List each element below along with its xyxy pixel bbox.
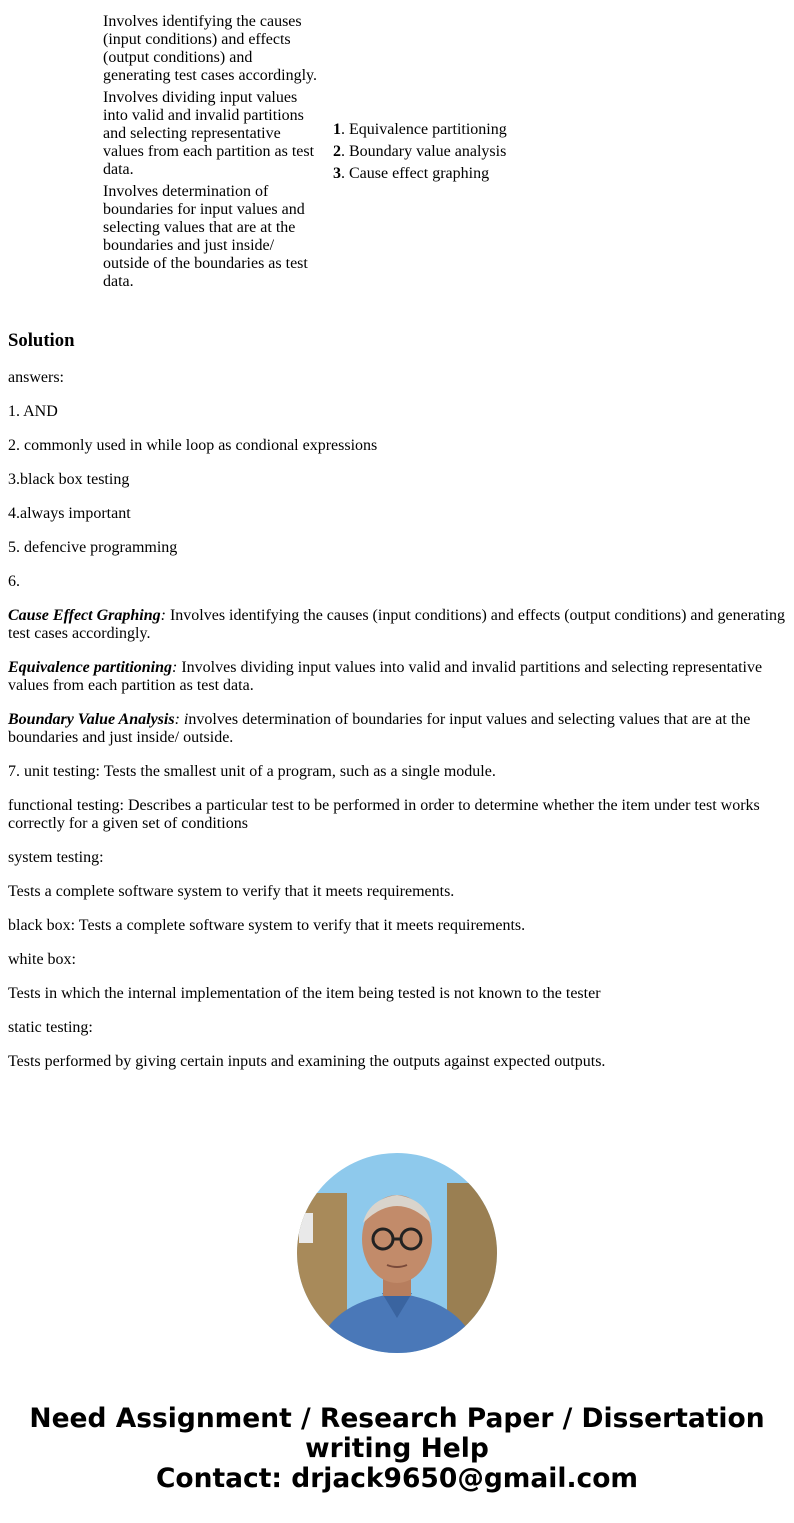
- term-separator: :: [160, 607, 166, 624]
- white-box-description: Tests in which the internal implementation of the item being tested is not known to the tester: [8, 985, 601, 1002]
- system-testing-description: Tests a complete software system to verify that it meets requirements.: [8, 883, 455, 900]
- description-cause-effect: Involves identifying the causes (input conditions) and effects (output conditions) and generating test cases accordingly.: [103, 13, 317, 84]
- options-column: [319, 13, 533, 295]
- static-testing-label: static testing:: [8, 1019, 93, 1036]
- descriptions-column: [103, 13, 319, 295]
- answer-2: 2. commonly used in while loop as condional expressions: [8, 437, 378, 454]
- solution-section: [8, 330, 788, 1087]
- functional-testing: functional testing: Describes a particular test to be performed in order to determine whether the item under test works correctly for a given set of conditions: [8, 797, 760, 832]
- system-testing-label: system testing:: [8, 849, 104, 866]
- answer-5: 5. defencive programming: [8, 539, 178, 556]
- description-equivalence: Involves dividing input values into valid and invalid partitions and selecting representative values from each partition as test data.: [103, 89, 315, 178]
- option-cause-effect: [333, 165, 533, 183]
- term-separator: : i: [174, 711, 189, 728]
- answer-4: 4.always important: [8, 505, 131, 522]
- answer-3: 3.black box testing: [8, 471, 130, 488]
- equivalence-definition: [8, 659, 788, 695]
- option-label: . Equivalence partitioning: [341, 121, 507, 138]
- answer-1: 1. AND: [8, 403, 58, 420]
- match-table: [103, 13, 533, 295]
- option-number: 1: [333, 121, 341, 138]
- option-label: . Boundary value analysis: [341, 143, 507, 160]
- option-label: . Cause effect graphing: [341, 165, 490, 182]
- static-testing-description: Tests performed by giving certain inputs and examining the outputs against expected outputs.: [8, 1053, 606, 1070]
- option-number: 3: [333, 165, 341, 182]
- term-boundary: Boundary Value Analysis: [8, 711, 175, 728]
- footer-line-1: Need Assignment / Research Paper / Dissertation: [29, 1403, 765, 1434]
- term-cause-effect: Cause Effect Graphing: [8, 607, 161, 624]
- author-avatar: [297, 1153, 497, 1353]
- avatar-portrait: [297, 1153, 497, 1353]
- answer-6: 6.: [8, 573, 20, 590]
- footer-line-2: writing Help: [305, 1433, 489, 1464]
- white-box-label: white box:: [8, 951, 76, 968]
- answers-intro: answers:: [8, 369, 64, 386]
- answer-7-unit-testing: 7. unit testing: Tests the smallest unit of a program, such as a single module.: [8, 763, 496, 780]
- black-box-testing: black box: Tests a complete software system to verify that it meets requirements.: [8, 917, 526, 934]
- option-equivalence: [333, 121, 533, 139]
- footer-banner: [0, 1404, 794, 1494]
- definition-text: Involves identifying the causes (input conditions) and effects (output conditions) and generating test cases accordingly.: [8, 607, 786, 642]
- boundary-definition: [8, 711, 788, 747]
- option-boundary: [333, 143, 533, 161]
- cause-effect-definition: [8, 607, 788, 643]
- description-boundary: Involves determination of boundaries for input values and selecting values that are at the boundaries and just inside/ outside of the boundaries as test data.: [103, 183, 308, 290]
- footer-contact: Contact: drjack9650@gmail.com: [155, 1463, 639, 1494]
- option-number: 2: [333, 143, 341, 160]
- term-separator: :: [172, 659, 178, 676]
- term-equivalence: Equivalence partitioning: [8, 659, 173, 676]
- solution-heading: Solution: [8, 330, 75, 351]
- definition-text: nvolves determination of boundaries for input values and selecting values that are at the boundaries and just inside/ outside.: [8, 711, 751, 746]
- definition-text: Involves dividing input values into valid and invalid partitions and selecting representative values from each partition as test data.: [8, 659, 763, 694]
